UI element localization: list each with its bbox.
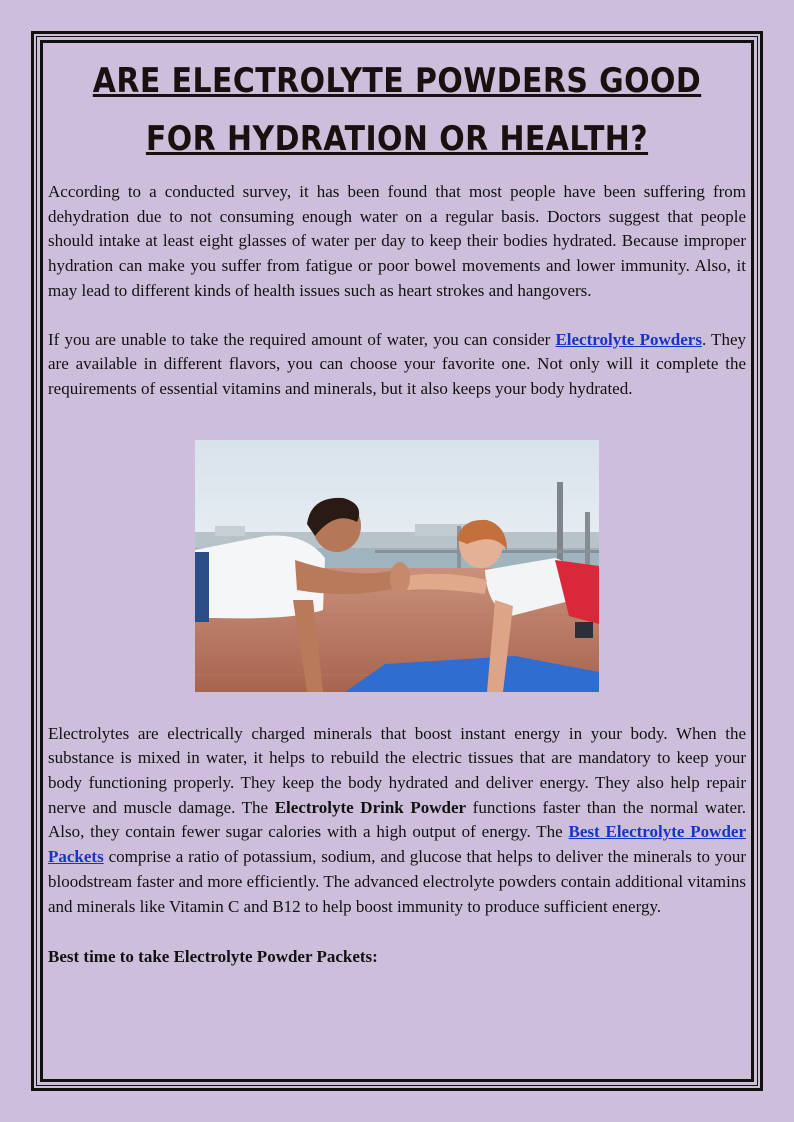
electrolyte-drink-powder-bold: Electrolyte Drink Powder bbox=[274, 797, 467, 817]
electrolyte-powders-link[interactable]: Electrolyte Powders bbox=[555, 329, 702, 349]
paragraph-text: functions faster than the normal water. Also, they contain fewer sugar calories with a high output of energy. The bbox=[48, 797, 746, 842]
electrolytes-paragraph bbox=[48, 722, 746, 920]
electrolyte-powders-paragraph bbox=[48, 328, 746, 402]
paragraph-text: comprise a ratio of potassium, sodium, and glucose that helps to deliver the minerals to your bloodstream faster and more efficiently. The advanced electrolyte powders contain additional vitamins and minerals like Vitamin C and B12 to help boost immunity to produce sufficient energy. bbox=[48, 847, 746, 916]
page-title: ARE ELECTROLYTE POWDERS GOOD FOR HYDRATION OR HEALTH? bbox=[92, 61, 702, 159]
paragraph-text: . They are available in different flavors, you can choose your favorite one. Not only will it complete the requirements of essential vitamins and minerals, but it also keeps your body hydrated. bbox=[48, 329, 746, 398]
paragraph-text: If you are unable to take the required amount of water, you can consider bbox=[48, 329, 556, 349]
best-time-heading: Best time to take Electrolyte Powder Packets: bbox=[48, 947, 378, 967]
document-content bbox=[48, 52, 746, 969]
paragraph-text: Electrolytes are electrically charged minerals that boost instant energy in your body. When the substance is mixed in water, it helps to rebuild the electric tissues that are mandatory to keep your body functioning properly. They keep the body hydrated and deliver energy. They also help repair nerve and muscle damage. The bbox=[48, 723, 746, 817]
best-electrolyte-powder-packets-link[interactable]: Best Electrolyte Powder Packets bbox=[48, 822, 746, 867]
intro-paragraph: According to a conducted survey, it has been found that most people have been suffering from dehydration due to not consuming enough water on a regular basis. Doctors suggest that people should intake at least eight glasses of water per day to keep their bodies hydrated. Because improper hydration can make you suffer from fatigue or poor bowel movements and lower immunity. Also, it may lead to different kinds of health issues such as heart strokes and hangovers. bbox=[48, 182, 746, 300]
women-high-five-photo bbox=[195, 440, 599, 692]
